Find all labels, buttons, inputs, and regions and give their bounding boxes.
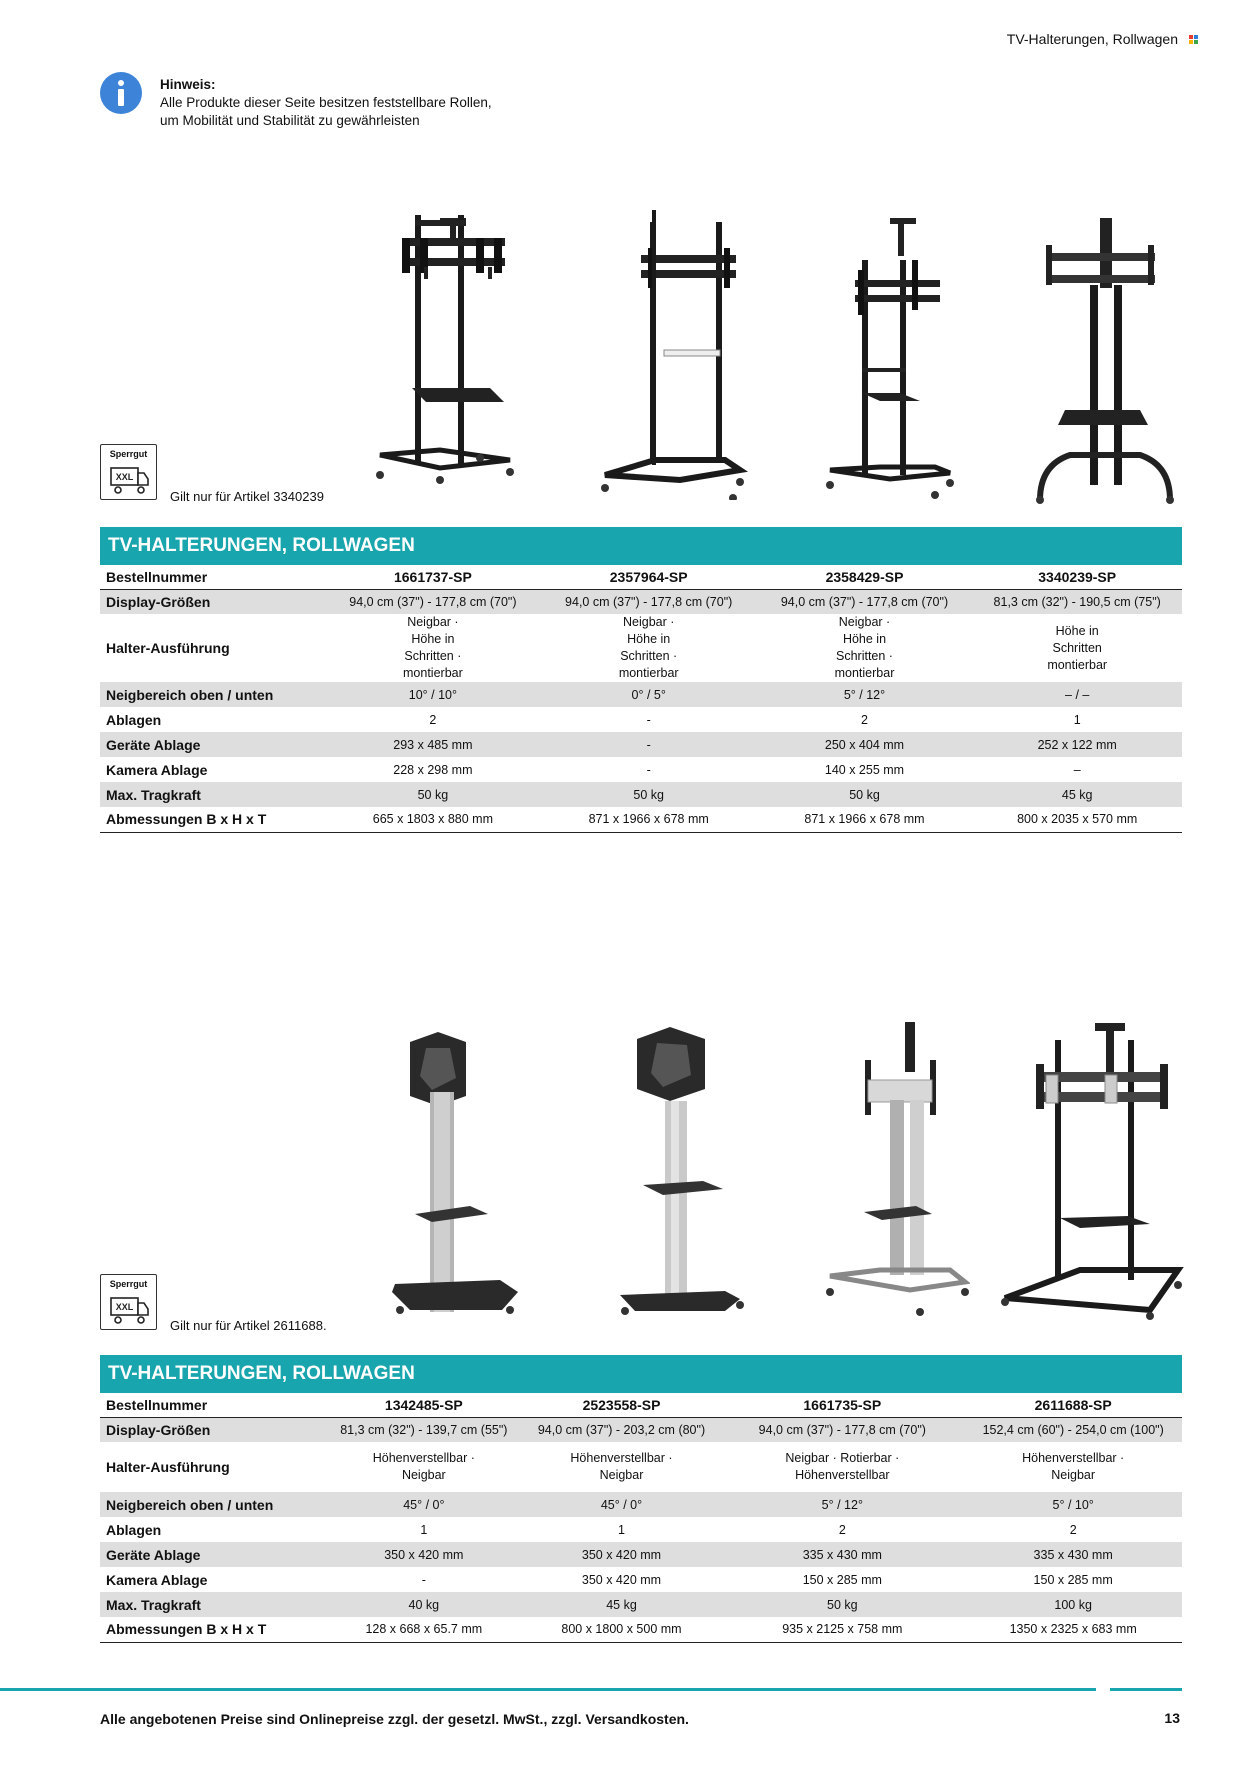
row-label: Ablagen [106, 1521, 162, 1538]
cell: 10° / 10° [325, 682, 541, 707]
cell: 152,4 cm (60") - 254,0 cm (100") [964, 1417, 1182, 1442]
table-row [100, 1442, 1182, 1492]
table-row [100, 1592, 1182, 1617]
table-row [100, 682, 1182, 707]
cell: 293 x 485 mm [325, 732, 541, 757]
cell: 252 x 122 mm [972, 732, 1182, 757]
cell: Höhenverstellbar · Neigbar [570, 1451, 673, 1482]
cell: 81,3 cm (32") - 190,5 cm (75") [972, 589, 1182, 614]
cell: Neigbar · Höhe in Schritten · montierbar [403, 615, 463, 680]
table-row [100, 1617, 1182, 1642]
cell: 5° / 10° [964, 1492, 1182, 1517]
table-header-label: Bestellnummer [100, 1394, 325, 1417]
brand-logo-icon [1189, 35, 1198, 44]
cell: 871 x 1966 x 678 mm [757, 807, 973, 832]
footer-divider [0, 1688, 1096, 1691]
cell: Neigbar · Höhe in Schritten · montierbar [618, 615, 679, 680]
cell: 1 [1073, 712, 1081, 727]
spec-table [100, 1394, 1182, 1643]
table-row [100, 707, 1182, 732]
cell: Höhenverstellbar · Neigbar [372, 1451, 475, 1482]
cell: 228 x 298 mm [393, 762, 473, 777]
table-header-row [100, 566, 1182, 589]
cell: Neigbar · Höhe in Schritten · montierbar [834, 615, 895, 680]
info-title: Hinweis: [160, 77, 216, 92]
cell: 50 kg [720, 1592, 964, 1617]
cell: 800 x 1800 x 500 mm [523, 1617, 721, 1642]
cell: 350 x 420 mm [325, 1542, 523, 1567]
cell: 45° / 0° [325, 1492, 523, 1517]
row-label: Abmessungen B x H x T [100, 807, 325, 832]
order-number: 2523558-SP [523, 1394, 721, 1417]
info-note [160, 76, 492, 130]
product-image-2523558 [615, 1025, 755, 1315]
sperrgut-label: Sperrgut [109, 449, 148, 459]
table-row [100, 757, 1182, 782]
cell: Höhe in Schritten montierbar [1047, 623, 1108, 672]
row-label: Display-Größen [100, 1417, 325, 1442]
row-label: Geräte Ablage [100, 732, 325, 757]
sperrgut-label: Sperrgut [109, 1279, 148, 1289]
sperrgut-badge [100, 1274, 157, 1330]
cell: 250 x 404 mm [757, 732, 973, 757]
cell: Höhenverstellbar · Neigbar [1022, 1451, 1125, 1482]
cell: 45 kg [972, 782, 1182, 807]
cell: 335 x 430 mm [964, 1542, 1182, 1567]
row-label: Abmessungen B x H x T [100, 1617, 325, 1642]
cell: 81,3 cm (32") - 139,7 cm (55") [325, 1417, 523, 1442]
table-row [100, 589, 1182, 614]
sperrgut-badge-text: XXL [115, 472, 134, 482]
row-label: Halter-Ausführung [106, 1458, 230, 1475]
cell: - [421, 1572, 426, 1587]
sperrgut-note: Gilt nur für Artikel 2611688. [170, 1318, 327, 1333]
cell: – [1073, 762, 1081, 777]
order-number: 2611688-SP [964, 1394, 1182, 1417]
cell: 1350 x 2325 x 683 mm [964, 1617, 1182, 1642]
table-row [100, 732, 1182, 757]
row-label: Neigbereich oben / unten [100, 682, 325, 707]
row-label: Max. Tragkraft [100, 782, 325, 807]
truck-icon [110, 1297, 150, 1325]
info-line-2: um Mobilität und Stabilität zu gewährleisten [160, 113, 420, 128]
cell: 128 x 668 x 65.7 mm [325, 1617, 523, 1642]
table-row [100, 1492, 1182, 1517]
row-label: Ablagen [106, 711, 162, 728]
cell: 5° / 12° [720, 1492, 964, 1517]
sperrgut-note: Gilt nur für Artikel 3340239 [170, 489, 324, 504]
order-number: 2358429-SP [757, 566, 973, 589]
info-icon [100, 72, 142, 114]
footer-divider [1110, 1688, 1182, 1691]
cell: 94,0 cm (37") - 203,2 cm (80") [523, 1417, 721, 1442]
product-image-2357964 [600, 210, 750, 500]
cell: 2 [861, 712, 868, 727]
row-label: Kamera Ablage [106, 1571, 208, 1588]
page-number: 13 [1164, 1710, 1180, 1726]
row-label: Geräte Ablage [100, 1542, 325, 1567]
cell: 935 x 2125 x 758 mm [720, 1617, 964, 1642]
cell: 1 [420, 1522, 428, 1537]
row-label: Halter-Ausführung [106, 639, 230, 656]
product-image-1661735 [820, 1020, 970, 1320]
cell: 50 kg [541, 782, 757, 807]
cell: 94,0 cm (37") - 177,8 cm (70") [541, 589, 757, 614]
info-line-1: Alle Produkte dieser Seite besitzen feststellbare Rollen, [160, 95, 492, 110]
cell: 800 x 2035 x 570 mm [972, 807, 1182, 832]
cell: 140 x 255 mm [824, 762, 905, 777]
cell: 2 [838, 1522, 846, 1537]
spec-table [100, 566, 1182, 833]
cell: 94,0 cm (37") - 177,8 cm (70") [757, 589, 973, 614]
cell: 94,0 cm (37") - 177,8 cm (70") [325, 589, 541, 614]
cell: 1 [618, 1522, 625, 1537]
cell: - [646, 712, 651, 727]
table-row [100, 782, 1182, 807]
table-row [100, 807, 1182, 832]
cell: 45° / 0° [523, 1492, 721, 1517]
section-title: TV-HALTERUNGEN, ROLLWAGEN [100, 1355, 1182, 1393]
cell: 100 kg [964, 1592, 1182, 1617]
table-row [100, 1542, 1182, 1567]
order-number: 3340239-SP [972, 566, 1182, 589]
cell: – / – [972, 682, 1182, 707]
product-image-1661737 [370, 210, 520, 485]
sperrgut-badge-text: XXL [115, 1302, 134, 1312]
cell: 150 x 285 mm [1033, 1572, 1113, 1587]
cell: Neigbar · Rotierbar · Höhenverstellbar [785, 1451, 900, 1482]
table-row [100, 1417, 1182, 1442]
cell: 150 x 285 mm [802, 1572, 882, 1587]
cell: 40 kg [325, 1592, 523, 1617]
cell: 50 kg [325, 782, 541, 807]
order-number: 2357964-SP [541, 566, 757, 589]
row-label: Neigbereich oben / unten [100, 1492, 325, 1517]
cell: 665 x 1803 x 880 mm [325, 807, 541, 832]
sperrgut-badge [100, 444, 157, 500]
cell: - [646, 762, 651, 777]
cell: 50 kg [757, 782, 973, 807]
table-row [100, 614, 1182, 682]
row-label: Kamera Ablage [106, 761, 208, 778]
order-number: 1342485-SP [325, 1394, 523, 1417]
order-number: 1661737-SP [325, 566, 541, 589]
cell: 2 [1069, 1522, 1077, 1537]
cell: 94,0 cm (37") - 177,8 cm (70") [720, 1417, 964, 1442]
truck-icon [110, 467, 150, 495]
footer-disclaimer: Alle angebotenen Preise sind Onlinepreise zzgl. der gesetzl. MwSt., zzgl. Versandkosten. [100, 1711, 689, 1727]
cell: 45 kg [523, 1592, 721, 1617]
product-image-3340239 [1030, 215, 1180, 505]
cell: 5° / 12° [757, 682, 973, 707]
cell: - [541, 732, 757, 757]
cell: 350 x 420 mm [581, 1572, 662, 1587]
row-label: Max. Tragkraft [100, 1592, 325, 1617]
section-title: TV-HALTERUNGEN, ROLLWAGEN [100, 527, 1182, 565]
cell: 871 x 1966 x 678 mm [541, 807, 757, 832]
product-image-1342485 [390, 1030, 530, 1315]
cell: 0° / 5° [541, 682, 757, 707]
table-row [100, 1517, 1182, 1542]
cell: 350 x 420 mm [523, 1542, 721, 1567]
product-image-2358429 [820, 215, 970, 500]
table-row [100, 1567, 1182, 1592]
cell: 2 [429, 712, 437, 727]
row-label: Display-Größen [100, 589, 325, 614]
order-number: 1661735-SP [720, 1394, 964, 1417]
table-header-row [100, 1394, 1182, 1417]
product-image-2611688 [1000, 1020, 1185, 1320]
page-header-title: TV-Halterungen, Rollwagen [1006, 31, 1178, 47]
table-header-label: Bestellnummer [100, 566, 325, 589]
cell: 335 x 430 mm [720, 1542, 964, 1567]
